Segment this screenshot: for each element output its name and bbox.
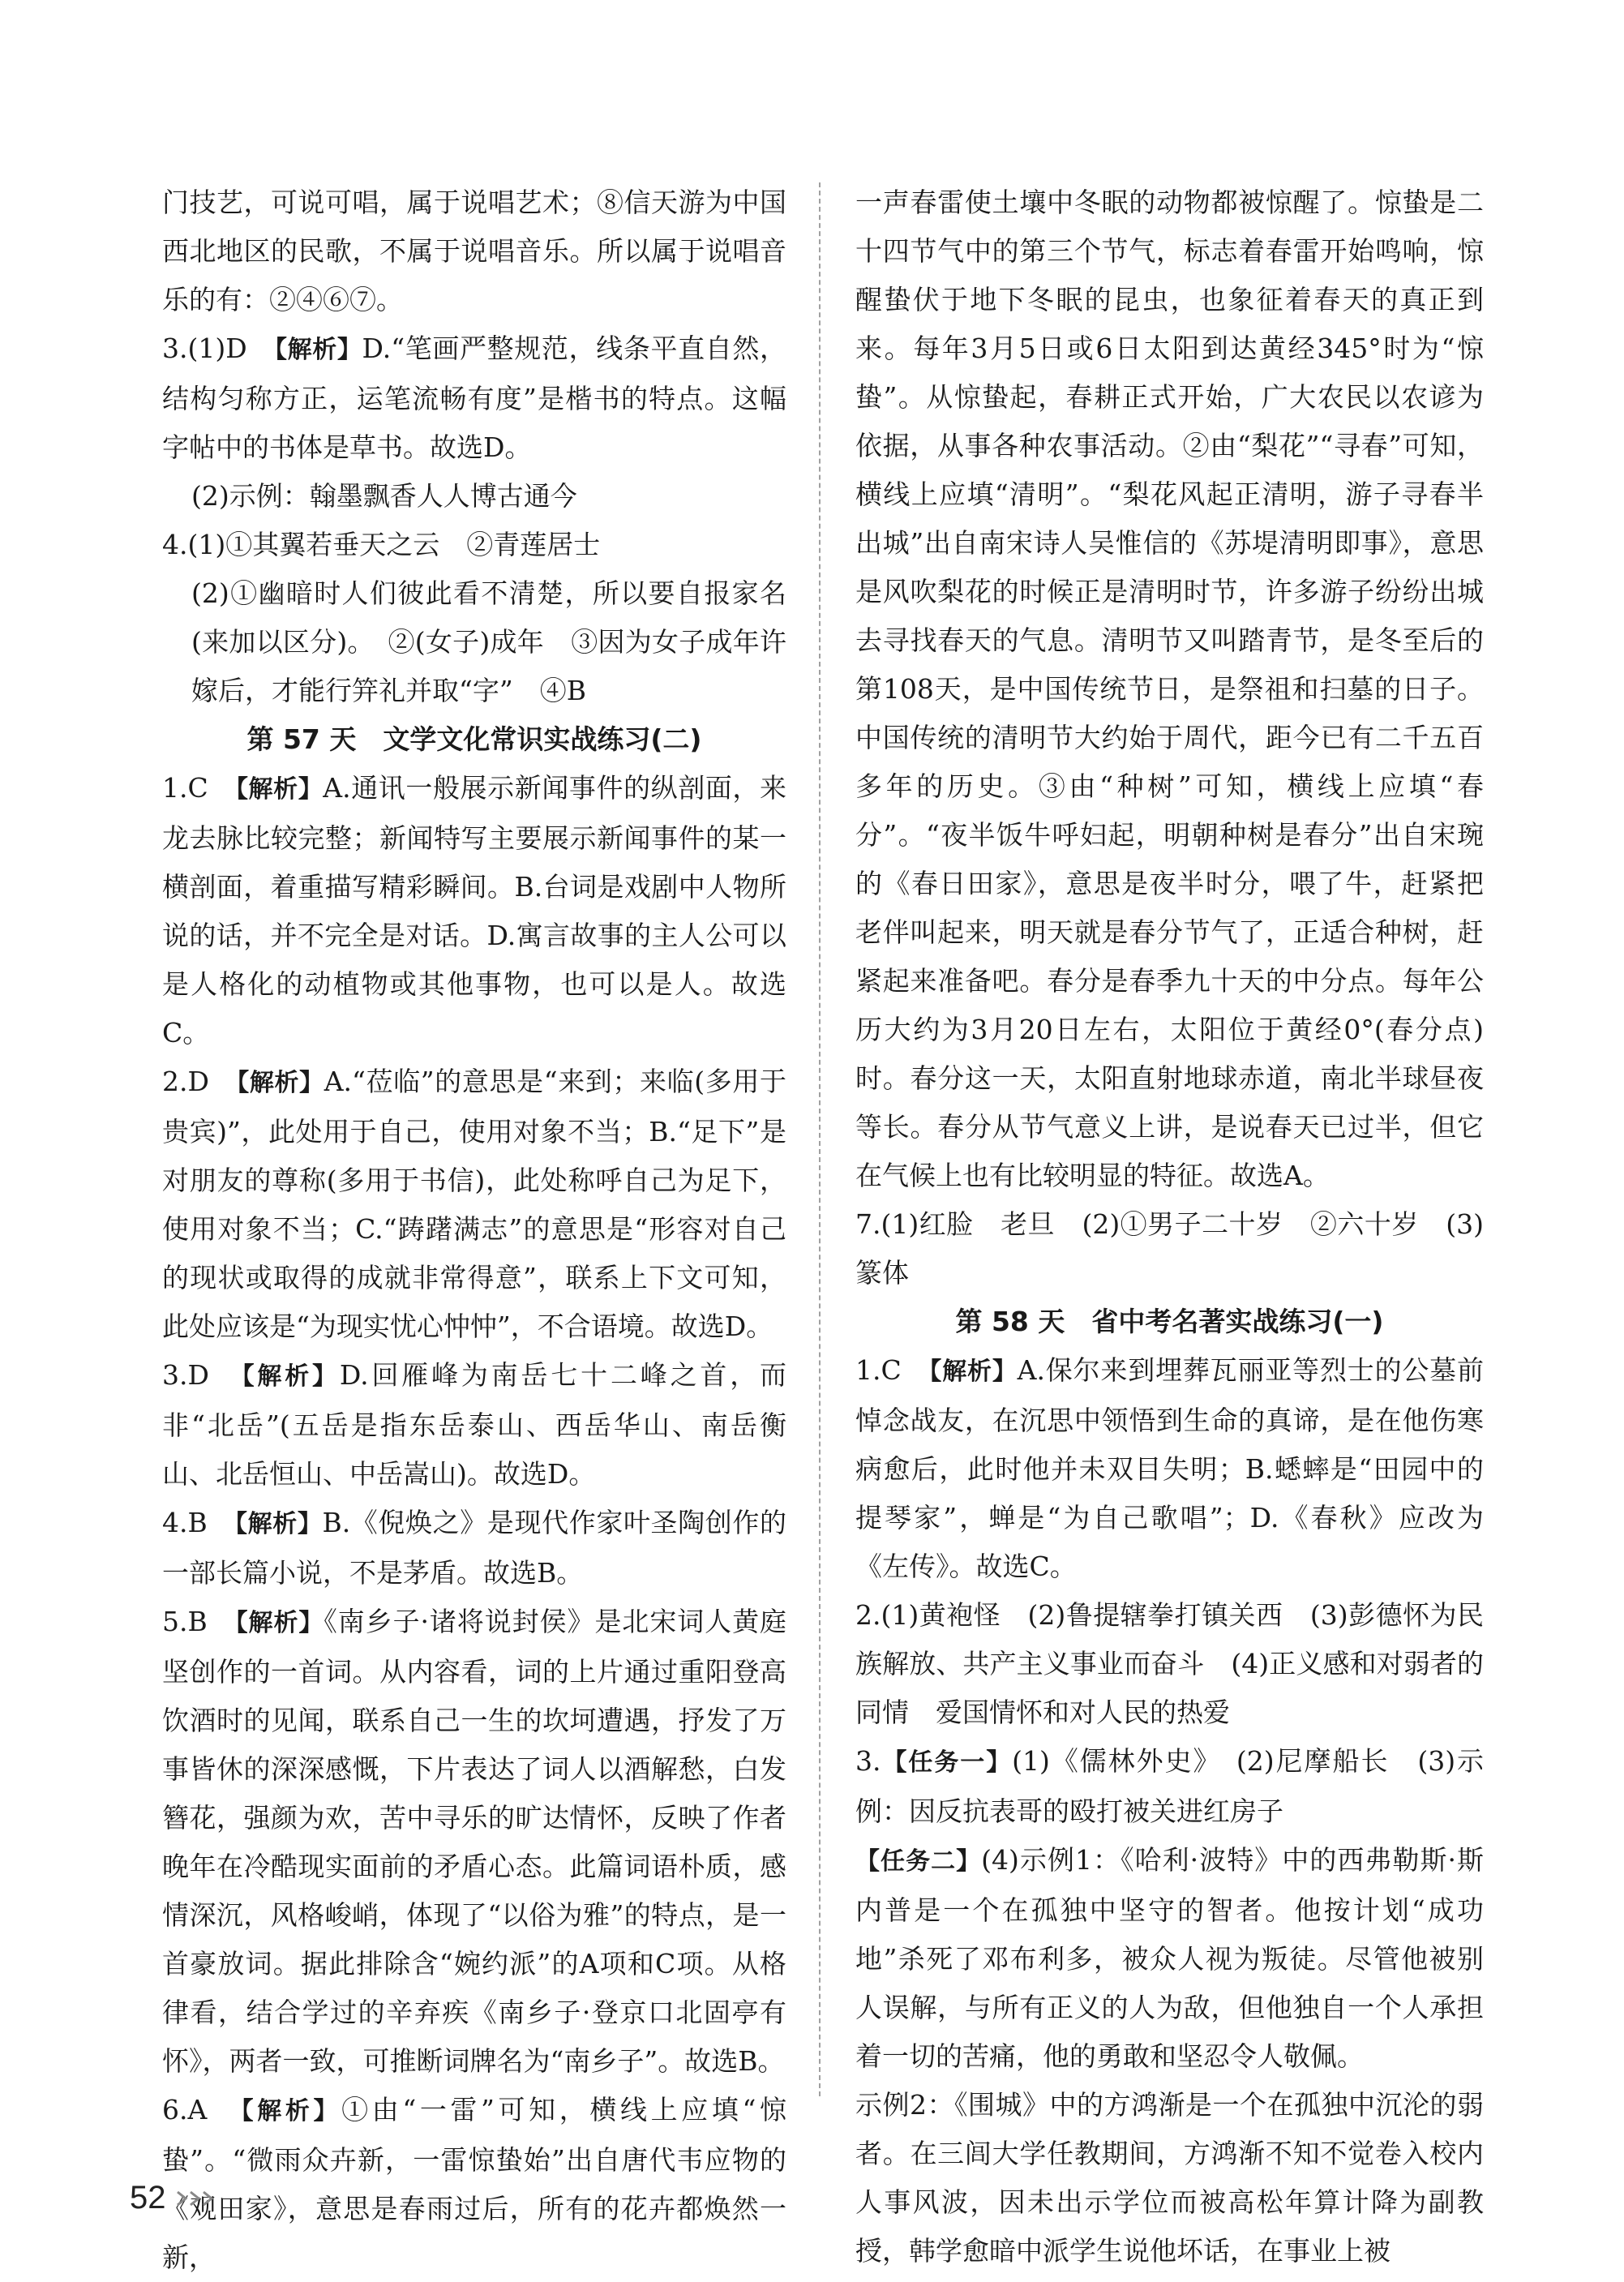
right-column xyxy=(855,178,1484,2276)
column-divider xyxy=(819,182,821,2096)
answer-58-3-task2: 【任务二】(4)示例1：《哈利·波特》中的西弗勒斯·斯内普是一个在孤独中坚守的智者。他按计划“成功地”杀死了邓布利多，被众人视为叛徒。尽管他被别人误解，与所有正义的人为敌，但他独自一个人承担着一切的苦痛，他的勇敢和坚忍令人敬佩。 xyxy=(855,1844,1484,2072)
answer-3: 3.(1)D 【解析】D.“笔画严整规范，线条平直自然，结构匀称方正，运笔流畅有度”是楷书的特点。这幅字帖中的书体是草书。故选D。 xyxy=(162,332,786,463)
section-title-58: 第 58 天 省中考名著实战练习(一) xyxy=(955,1306,1384,1337)
answer-58-3-example2: 示例2：《围城》中的方鸿渐是一个在孤独中沉沦的弱者。在三闾大学任教期间，方鸿渐不知不觉卷入校内人事风波，因未出示学位而被高松年算计降为副教授，韩学愈暗中派学生说他坏话，在事业上被 xyxy=(855,2089,1484,2267)
answer-57-3: 3.D 【解析】D.回雁峰为南岳七十二峰之首，而非“北岳”(五岳是指东岳泰山、西岳华山、南岳衡山、北岳恒山、中岳嵩山)。故选D。 xyxy=(162,1359,787,1490)
answer-57-7: 7.(1)红脸 老旦 (2)①男子二十岁 ②六十岁 (3)篆体 xyxy=(855,1208,1484,1289)
left-l1: 门技艺，可说可唱，属于说唱艺术；⑧信天游为中国西北地区的民歌，不属于说唱音乐。所以属于说唱音乐的有：②④⑥⑦。 xyxy=(162,187,786,315)
answer-57-4: 4.B 【解析】B.《倪焕之》是现代作家叶圣陶创作的一部长篇小说，不是茅盾。故选B。 xyxy=(162,1507,787,1589)
answer-58-2: 2.(1)黄袍怪 (2)鲁提辖拳打镇关西 (3)彭德怀为民族解放、共产主义事业而奋斗 (4)正义感和对弱者的同情 爱国情怀和对人民的热爱 xyxy=(855,1599,1484,1728)
answer-4: 4.(1)①其翼若垂天之云 ②青莲居士 xyxy=(162,529,601,560)
answer-57-5: 5.B 【解析】《南乡子·诸将说封侯》是北宋词人黄庭坚创作的一首词。从内容看，词的上片通过重阳登高饮酒时的见闻，联系自己一生的坎坷遭遇，抒发了万事皆休的深深感慨，下片表达了词人以酒解愁，白发簪花，强颜为欢，苦中寻乐的旷达情怀，反映了作者晚年在冷酷现实面前的矛盾心态。此篇词语朴质，感情深沉，风格峻峭，体现了“以俗为雅”的特点，是一首豪放词。据此排除含“婉约派”的A项和C项。从格律看，结合学过的辛弃疾《南乡子·登京口北固亭有怀》，两者一致，可推断词牌名为“南乡子”。故选B。 xyxy=(162,1606,787,2077)
page-footer xyxy=(130,2180,223,2216)
answer-57-2: 2.D 【解析】A.“莅临”的意思是“来到；来临(多用于贵宾)”，此处用于自己，使用对象不当；B.“足下”是对朋友的尊称(多用于书信)，此处称呼自己为足下，使用对象不当；C.“踌躇满志”的意思是“形容对自己的现状或取得的成就非常得意”，联系上下文可知，此处应该是“为现实忧心忡忡”，不合语境。故选D。 xyxy=(162,1066,787,1342)
page-number: 52 xyxy=(130,2180,166,2216)
answer-57-6: 6.A 【解析】①由“一雷”可知，横线上应填“惊蛰”。“微雨众卉新，一雷惊蛰始”出自唐代韦应物的《观田家》，意思是春雨过后，所有的花卉都焕然一新， xyxy=(162,2094,787,2273)
section-title-57: 第 57 天 文学文化常识实战练习(二) xyxy=(246,723,702,755)
left-column xyxy=(162,178,786,2282)
answer-58-3-task1: 3.【任务一】(1)《儒林外史》 (2)尼摩船长 (3)示例：因反抗表哥的殴打被关进红房子 xyxy=(855,1745,1485,1827)
chevron-right-icon xyxy=(174,2188,223,2209)
answer-57-6-cont: 一声春雷使土壤中冬眠的动物都被惊醒了。惊蛰是二十四节气中的第三个节气，标志着春雷开始鸣响，惊醒蛰伏于地下冬眠的昆虫，也象征着春天的真正到来。每年3月5日或6日太阳到达黄经345°时为“惊蛰”。从惊蛰起，春耕正式开始，广大农民以农谚为依据，从事各种农事活动。②由“梨花”“寻春”可知，横线上应填“清明”。“梨花风起正清明，游子寻春半出城”出自南宋诗人吴惟信的《苏堤清明即事》，意思是风吹梨花的时候正是清明时节，许多游子纷纷出城去寻找春天的气息。清明节又叫踏青节，是冬至后的第108天，是中国传统节日，是祭祖和扫墓的日子。中国传统的清明节大约始于周代，距今已有二千五百多年的历史。③由“种树”可知，横线上应填“春分”。“夜半饭牛呼妇起，明朝种树是春分”出自宋琬的《春日田家》，意思是夜半时分，喂了牛，赶紧把老伴叫起来，明天就是春分节气了，正适合种树，赶紧起来准备吧。春分是春季九十天的中分点。每年公历大约为3月20日左右，太阳位于黄经0°(春分点)时。春分这一天，太阳直射地球赤道，南北半球昼夜等长。春分从节气意义上讲，是说春天已过半，但它在气候上也有比较明显的特征。故选A。 xyxy=(855,187,1484,1191)
answer-4-2: (2)①幽暗时人们彼此看不清楚，所以要自报家名(来加以区分)。 ②(女子)成年 ③因为女子成年许嫁后，才能行笄礼并取“字” ④B xyxy=(191,577,786,706)
answer-57-1: 1.C 【解析】A.通讯一般展示新闻事件的纵剖面，来龙去脉比较完整；新闻特写主要展示新闻事件的某一横剖面，着重描写精彩瞬间。B.台词是戏剧中人物所说的话，并不完全是对话。D.寓言故事的主人公可以是人格化的动植物或其他事物，也可以是人。故选C。 xyxy=(162,772,787,1049)
answer-58-1: 1.C 【解析】A.保尔来到埋葬瓦丽亚等烈士的公墓前悼念战友，在沉思中领悟到生命的真谛，是在他伤寒病愈后，此时他并未双目失明；B.蟋蟀是“田园中的提琴家”，蝉是“为自己歌唱”；D.《春秋》应改为《左传》。故选C。 xyxy=(855,1354,1485,1582)
answer-3-2: (2)示例：翰墨飘香人人博古通今 xyxy=(191,480,577,512)
